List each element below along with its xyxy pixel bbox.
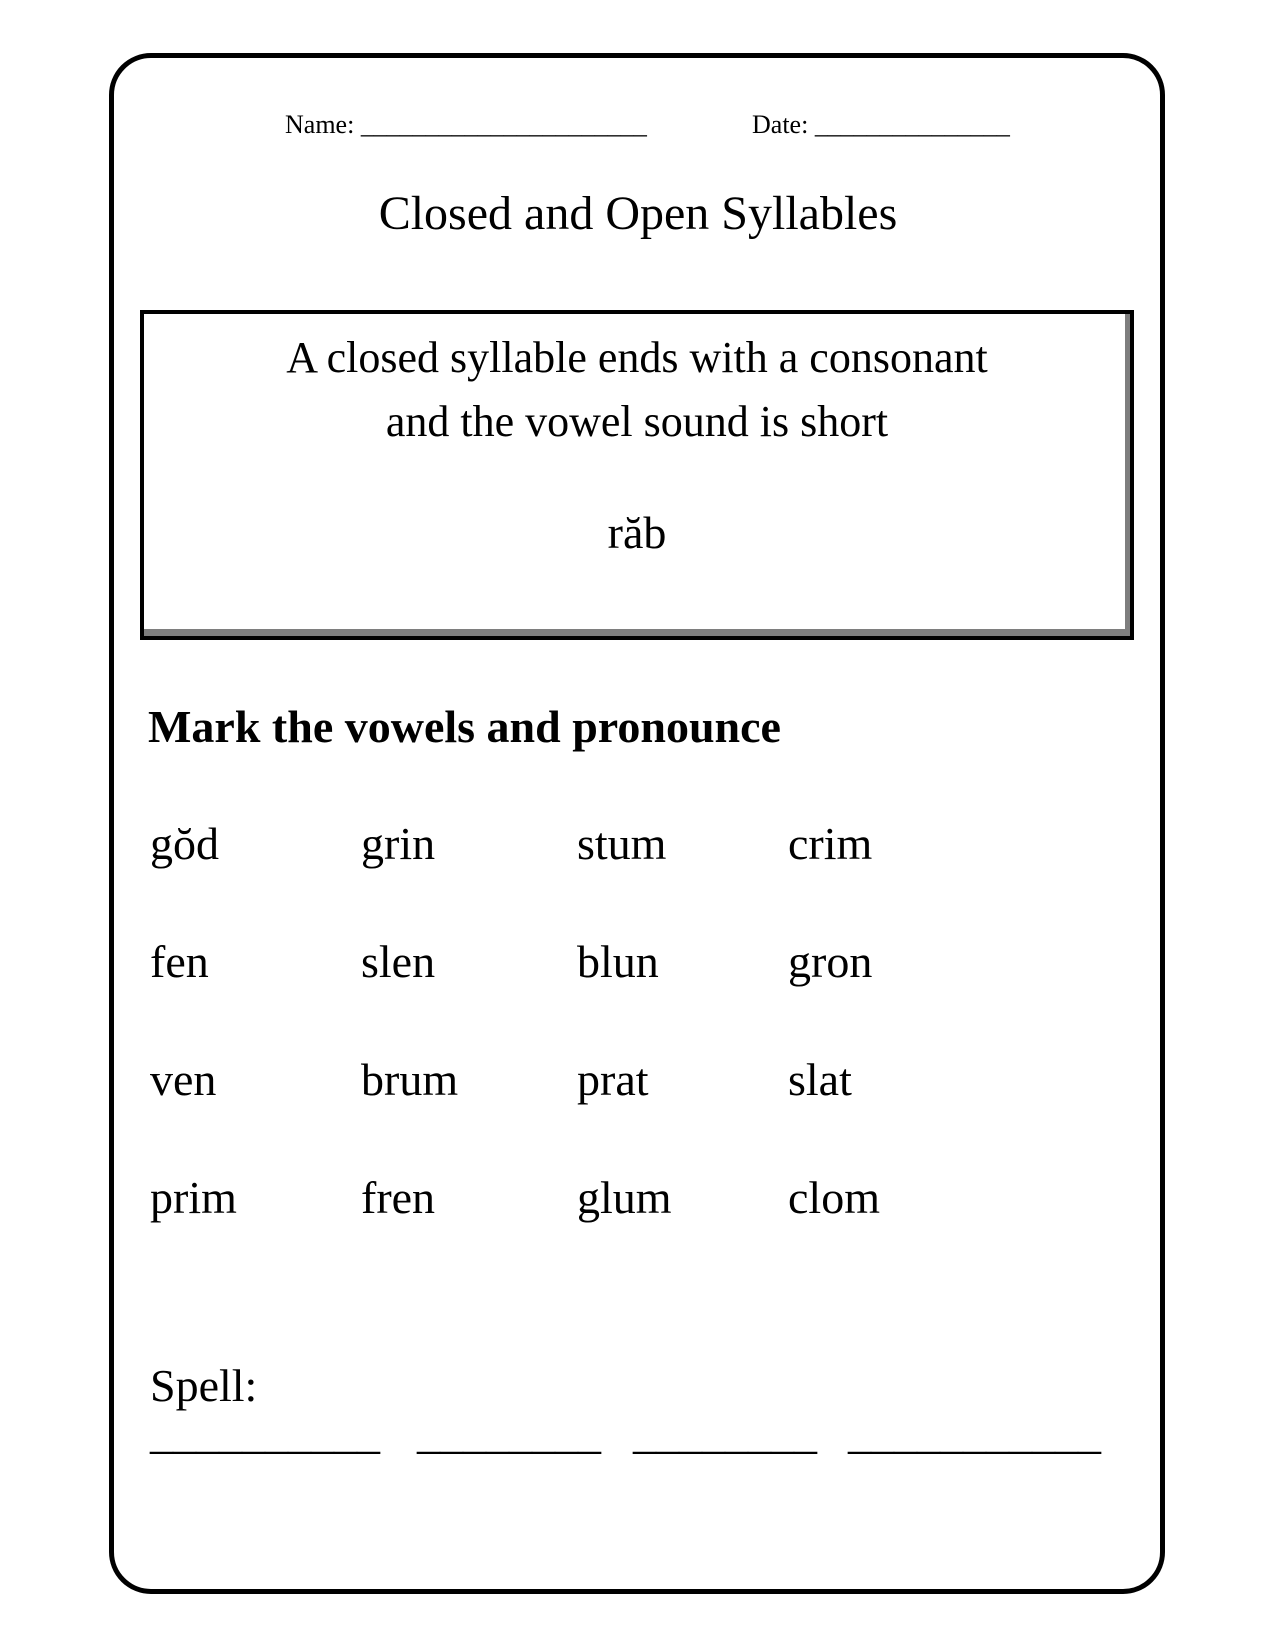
definition-line-2: and the vowel sound is short bbox=[385, 397, 889, 446]
name-blank-line: ______________________ bbox=[360, 110, 647, 139]
word-row-1 bbox=[0, 817, 1275, 879]
page-title: Closed and Open Syllables bbox=[378, 187, 898, 240]
word-cell: stum bbox=[577, 818, 667, 869]
word-row-3 bbox=[0, 1053, 1275, 1115]
spell-blank-line: ________ bbox=[417, 1407, 601, 1458]
definition-line-1: A closed syllable ends with a consonant bbox=[286, 333, 988, 382]
word-cell: prat bbox=[577, 1054, 649, 1105]
name-field bbox=[285, 110, 647, 140]
word-cell: clom bbox=[788, 1172, 880, 1223]
word-cell: fren bbox=[361, 1172, 436, 1223]
word-cell: gŏd bbox=[150, 818, 219, 869]
spell-blank-line: ________ bbox=[633, 1407, 817, 1458]
word-cell: blun bbox=[577, 936, 659, 987]
word-cell: fen bbox=[150, 936, 209, 987]
definition-box bbox=[140, 310, 1134, 640]
definition-text bbox=[144, 326, 1130, 454]
date-field bbox=[752, 110, 1010, 140]
word-cell: slat bbox=[788, 1054, 852, 1105]
example-word: răb bbox=[607, 507, 667, 558]
date-label: Date: bbox=[752, 110, 809, 139]
spell-blank-line: __________ bbox=[150, 1407, 380, 1458]
word-row-2 bbox=[0, 935, 1275, 997]
word-cell: grin bbox=[361, 818, 436, 869]
name-label: Name: bbox=[285, 110, 355, 139]
date-blank-line: _______________ bbox=[814, 110, 1010, 139]
word-cell: crim bbox=[788, 818, 873, 869]
word-cell: brum bbox=[361, 1054, 459, 1105]
word-cell: prim bbox=[150, 1172, 237, 1223]
spell-label: Spell: bbox=[150, 1360, 258, 1411]
section-heading: Mark the vowels and pronounce bbox=[148, 701, 781, 752]
word-cell: gron bbox=[788, 936, 873, 987]
spell-blank-line: ___________ bbox=[848, 1407, 1101, 1458]
word-cell: ven bbox=[150, 1054, 217, 1105]
word-row-4 bbox=[0, 1171, 1275, 1233]
spell-blanks bbox=[0, 1406, 1275, 1468]
word-cell: glum bbox=[577, 1172, 672, 1223]
word-cell: slen bbox=[361, 936, 436, 987]
